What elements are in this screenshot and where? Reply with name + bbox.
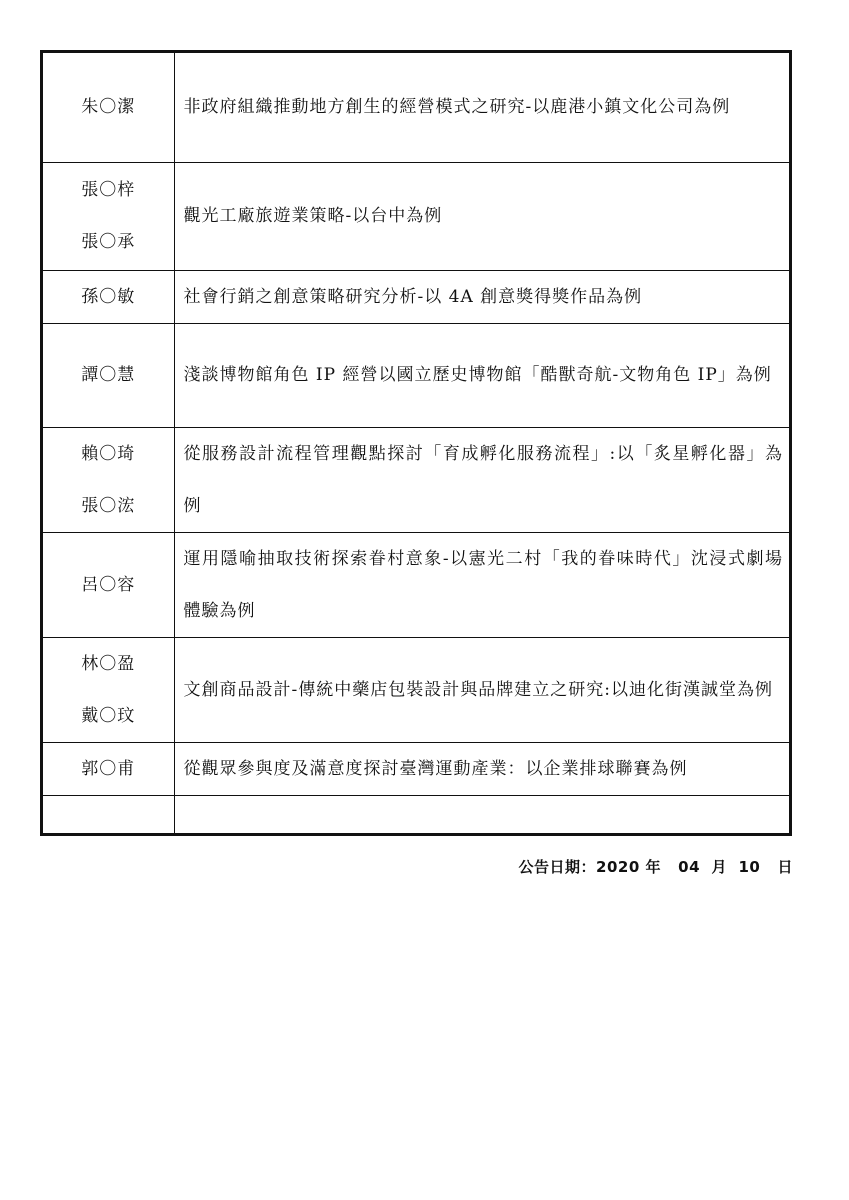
- thesis-title-cell: 淺談博物館角色 IP 經營以國立歷史博物館「酷獸奇航-文物角色 IP」為例: [174, 323, 789, 427]
- student-name: 賴〇琦: [81, 443, 136, 464]
- student-names-cell: [43, 795, 174, 833]
- table-row: [43, 427, 789, 532]
- student-name: 孫〇敏: [81, 286, 136, 307]
- thesis-title-cell: 觀光工廠旅遊業策略-以台中為例: [174, 162, 789, 270]
- student-names-cell: [43, 532, 174, 637]
- student-names-cell: [43, 637, 174, 742]
- thesis-title-cell: 運用隱喻抽取技術探索眷村意象-以憲光二村「我的眷味時代」沈浸式劇場體驗為例: [174, 532, 789, 637]
- table-row: [43, 742, 789, 795]
- announcement-date: 公告日期：2020 年 04 月 10 日: [518, 858, 793, 876]
- student-name: 張〇梓: [81, 180, 136, 200]
- thesis-title-cell: 從觀眾參與度及滿意度探討臺灣運動產業：以企業排球聯賽為例: [174, 742, 789, 795]
- student-names-cell: [43, 427, 174, 532]
- table-row: [43, 637, 789, 742]
- thesis-title-cell: 社會行銷之創意策略研究分析-以 4A 創意獎得獎作品為例: [174, 270, 789, 323]
- student-name: 張〇浤: [81, 495, 136, 516]
- table-row: [43, 270, 789, 323]
- student-names-cell: [43, 53, 174, 162]
- table-row-empty: [43, 795, 789, 833]
- students-thesis-table: [43, 53, 789, 833]
- student-name: 朱〇潔: [81, 97, 136, 118]
- thesis-title-cell: [174, 795, 789, 833]
- student-names-cell: [43, 323, 174, 427]
- student-names-cell: [43, 162, 174, 270]
- table-row: [43, 162, 789, 270]
- thesis-title-cell: 非政府組織推動地方創生的經營模式之研究-以鹿港小鎮文化公司為例: [174, 53, 789, 162]
- students-table-frame: [40, 50, 792, 836]
- student-name: 譚〇慧: [81, 365, 136, 385]
- student-name: 郭〇甫: [81, 758, 136, 779]
- student-name: 呂〇容: [81, 574, 136, 595]
- table-row: [43, 532, 789, 637]
- student-names-cell: [43, 270, 174, 323]
- student-name: 林〇盈: [81, 653, 136, 674]
- table-row: [43, 323, 789, 427]
- thesis-title-cell: 文創商品設計-傳統中藥店包裝設計與品牌建立之研究:以迪化街漢誠堂為例: [174, 637, 789, 742]
- student-names-cell: [43, 742, 174, 795]
- student-name: 張〇承: [81, 232, 136, 252]
- thesis-title-cell: 從服務設計流程管理觀點探討「育成孵化服務流程」:以「炙星孵化器」為例: [174, 427, 789, 532]
- student-name: 戴〇玟: [81, 705, 136, 726]
- table-row: [43, 53, 789, 162]
